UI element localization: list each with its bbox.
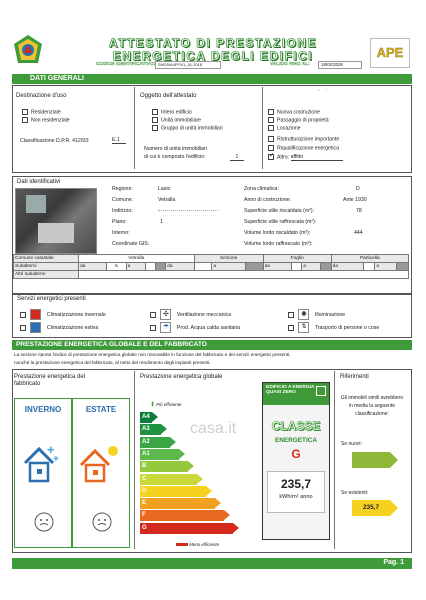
sub-from-4 <box>363 263 375 271</box>
sub-from-1: 5 <box>107 263 126 271</box>
riqualificazione-checkbox[interactable] <box>268 145 274 151</box>
vol-risc-value: 444 <box>354 230 363 236</box>
oggetto-title: Oggetto dell'attestato <box>140 93 197 99</box>
riqualificazione-label: Riqualificazione energetica <box>277 145 339 152</box>
prestazione-title: PRESTAZIONE ENERGETICA GLOBALE E DEL FABBRICATO <box>16 341 207 348</box>
energy-class-a4: A4 <box>140 412 152 423</box>
sezione-label: Sezione <box>194 255 263 263</box>
esistenti-label: Se esistenti: <box>341 490 369 496</box>
sub-da-4: da <box>331 263 363 271</box>
invernale-label: Climatizzazione invernale <box>46 311 106 318</box>
altri-subalterni-label: Altri subalterni <box>14 271 79 279</box>
svg-text:✚: ✚ <box>53 455 59 463</box>
non-residenziale-option[interactable] <box>22 117 70 123</box>
altro-label: Altro: <box>277 154 290 161</box>
intero-edificio-option[interactable] <box>152 109 192 115</box>
sub-sep-2 <box>245 263 263 271</box>
servizio-illuminazione[interactable] <box>288 309 345 320</box>
sub-to-1 <box>145 263 155 271</box>
validity-value: 18/02/2026 <box>318 61 362 69</box>
illuminazione-label: Illuminazione <box>314 311 346 318</box>
interno-label: Interno: <box>112 230 130 236</box>
energy-class-a2: A2 <box>140 437 170 448</box>
numero-unita-label1: Numero di unità immobiliari <box>144 146 207 152</box>
unita-immobiliare-label: Unità immobiliare <box>161 117 202 124</box>
inverno-label: INVERNO <box>24 405 62 414</box>
nuovi-arrow <box>352 452 390 468</box>
sub-da-3: da <box>263 263 291 271</box>
coordinate-label: Coordinate GIS: <box>112 241 150 247</box>
gruppo-unita-option[interactable] <box>152 125 223 131</box>
nuova-costruzione-checkbox[interactable] <box>268 109 274 115</box>
arrow-down-icon <box>176 543 188 546</box>
nuovi-arrow-tip <box>390 452 398 468</box>
winter-house-icon <box>21 441 61 485</box>
altri-subalterni-value <box>79 271 409 279</box>
piano-label: Piano: <box>112 219 127 225</box>
servizi-title: Servizi energetici presenti <box>17 296 86 302</box>
section-dati-generali <box>12 74 412 84</box>
altro-value: affitto <box>291 154 344 161</box>
classe-value: G <box>291 447 301 461</box>
scan-mark: ˚ ´ <box>318 90 327 96</box>
residenziale-label: Residenziale <box>31 109 61 116</box>
altro-option[interactable] <box>268 154 343 160</box>
section-prestazione <box>12 340 412 350</box>
dati-identificativi-title: Dati identificativi <box>17 179 61 185</box>
shower-icon: ☂ <box>160 322 171 333</box>
watermark: casa.it <box>190 420 237 437</box>
energy-class-f: F <box>140 510 224 521</box>
energy-class-g: G <box>140 523 233 534</box>
arrow-up-icon: ⬆ <box>150 402 156 408</box>
fabbricato-title1: Prestazione energetica del <box>14 374 86 380</box>
estate-label: ESTATE <box>85 405 117 414</box>
energy-class-a1: A1 <box>140 449 179 460</box>
page-number: Pag. 1 <box>383 559 404 566</box>
anno-value: Ante 1930 <box>343 197 367 203</box>
subalterni-label: Subalterni <box>14 263 79 271</box>
code-value: SHG5/A4FF0/1_01.2016 <box>155 61 221 69</box>
intero-edificio-checkbox[interactable] <box>152 109 158 115</box>
energetica-label: ENERGETICA <box>275 437 317 444</box>
non-residenziale-label: Non residenziale <box>31 117 70 124</box>
regione-value: Lazio <box>158 186 171 192</box>
classe-panel <box>262 382 330 540</box>
unita-immobiliare-checkbox[interactable] <box>152 117 158 123</box>
sub-da-1: da <box>79 263 107 271</box>
passaggio-proprieta-option[interactable] <box>268 117 329 123</box>
fabbricato-title2: fabbricato <box>14 381 41 387</box>
indice-box <box>267 471 325 513</box>
svg-text:✚: ✚ <box>47 446 55 456</box>
sub-a-4: a <box>375 263 397 271</box>
esistenti-arrow <box>352 500 390 516</box>
riqualificazione-option[interactable] <box>268 145 339 151</box>
document-title-line1: ATTESTATO DI PRESTAZIONE <box>108 36 318 50</box>
piu-efficiente <box>150 401 181 408</box>
sub-from-3 <box>292 263 302 271</box>
globale-title: Prestazione energetica globale <box>140 374 223 380</box>
servizio-trasporto[interactable] <box>288 322 379 333</box>
zona-value: D <box>356 186 360 192</box>
energy-class-e: E <box>140 498 215 509</box>
nuova-costruzione-option[interactable] <box>268 109 320 115</box>
indice-value: 235,7 <box>280 477 312 491</box>
destinazione-title: Destinazione d'uso <box>16 93 67 99</box>
passaggio-proprieta-checkbox[interactable] <box>268 117 274 123</box>
nzeb-checkbox <box>316 386 326 396</box>
numero-unita-label2: di cui è composto l'edificio: <box>144 154 206 160</box>
indirizzo-label: Indirizzo: <box>112 208 133 214</box>
smiley-icon <box>91 511 113 533</box>
prestazione-desc2: nonché la prestazione energetica del fabbricato, al netto del rendimento degli impianti presenti. <box>14 360 211 365</box>
nzeb-box <box>263 383 329 405</box>
locazione-label: Locazione <box>277 125 301 132</box>
indice-unit: kWh/m² anno <box>279 494 313 500</box>
residenziale-option[interactable] <box>22 109 61 115</box>
residenziale-checkbox[interactable] <box>22 109 28 115</box>
ape-logo-text: APE <box>376 45 404 60</box>
smiley-icon <box>33 511 55 533</box>
passaggio-proprieta-label: Passaggio di proprietà <box>277 117 329 124</box>
particella-label: Particella <box>331 255 408 263</box>
estiva-label: Climatizzazione estiva <box>46 324 99 331</box>
classe-label: CLASSE <box>271 419 321 433</box>
nzeb-label: EDIFICIO A ENERGIA QUASI ZERO <box>266 385 315 395</box>
lightbulb-icon: ✺ <box>298 309 309 320</box>
locazione-option[interactable] <box>268 125 301 131</box>
energy-class-c: C <box>140 474 197 485</box>
servizio-estiva[interactable] <box>20 322 98 333</box>
esistenti-arrow-tip <box>390 500 398 516</box>
classificazione-value: E.1 <box>112 137 126 144</box>
ape-logo <box>370 38 410 68</box>
gruppo-unita-checkbox[interactable] <box>152 125 158 131</box>
vol-risc-label: Volume lordo riscaldato (m³): <box>244 230 311 236</box>
riferimenti-title: Riferimenti <box>340 374 369 380</box>
energy-class-b: B <box>140 461 188 472</box>
sub-a-2: a <box>212 263 246 271</box>
catasto-table <box>13 254 409 279</box>
estiva-checkbox[interactable] <box>20 325 26 331</box>
energy-class-d: D <box>140 486 206 497</box>
locazione-checkbox[interactable] <box>268 125 274 131</box>
sup-risc-value: 78 <box>356 208 362 214</box>
regione-label: Regione: <box>112 186 133 192</box>
estate-panel <box>72 398 130 548</box>
sub-a-1: a <box>126 263 145 271</box>
numero-unita-value: 1 <box>230 154 244 161</box>
sub-da-2: da <box>166 263 194 271</box>
sub-from-2 <box>194 263 212 271</box>
esistenti-value: 235,7 <box>363 504 379 511</box>
classificazione-label: Classificazione D.P.R. 412/93: <box>20 138 90 144</box>
servizio-acqua[interactable] <box>150 322 240 333</box>
indirizzo-blur <box>158 210 218 213</box>
energy-class-a3: A3 <box>140 424 161 435</box>
unita-immobiliare-option[interactable] <box>152 117 201 123</box>
document-title-line2: ENERGETICA DEGLI EDIFICI <box>112 49 314 63</box>
anno-label: Anno di costruzione: <box>244 197 292 203</box>
nuovi-label: Se nuovi: <box>341 441 362 447</box>
radiator-icon <box>30 309 41 320</box>
non-residenziale-checkbox[interactable] <box>22 117 28 123</box>
comune-catastale-label: Comune catastale <box>14 255 79 263</box>
nuova-costruzione-label: Nuova costruzione <box>277 109 320 116</box>
meno-efficiente <box>176 542 219 547</box>
illuminazione-checkbox[interactable] <box>288 312 294 318</box>
summer-house-icon <box>77 441 121 485</box>
ventilazione-checkbox[interactable] <box>150 312 156 318</box>
intero-edificio-label: Intero edificio <box>161 109 192 116</box>
sub-sep-4 <box>397 263 409 271</box>
foglio-label: Foglio <box>263 255 331 263</box>
building-photo <box>15 188 97 254</box>
meno-efficiente-label: Meno efficiente <box>189 542 220 547</box>
comune-value: Vetralla <box>158 197 176 203</box>
inverno-panel <box>14 398 72 548</box>
section-title: DATI GENERALI <box>30 75 84 82</box>
ristrutturazione-label: Ristrutturazione importante <box>277 136 340 143</box>
fan-icon: ✣ <box>160 309 171 320</box>
piu-efficiente-label: Più efficiente <box>156 402 182 407</box>
ristrutturazione-checkbox[interactable] <box>268 136 274 142</box>
acqua-label: Prod. Acqua calda sanitaria <box>176 324 241 331</box>
trasporto-checkbox[interactable] <box>288 325 294 331</box>
piano-value: 1 <box>160 219 163 225</box>
code-label: CODICE IDENTIFICATIVO: <box>96 62 156 67</box>
ristrutturazione-option[interactable] <box>268 136 339 142</box>
gruppo-unita-label: Gruppo di unità immobiliari <box>161 125 223 132</box>
validity-label: VALIDO FINO AL: <box>270 62 310 67</box>
servizio-ventilazione[interactable] <box>150 309 231 320</box>
air-conditioner-icon <box>30 322 41 333</box>
riferimenti-text: Gli immobili simili avrebbero in media la seguente classificazione: <box>340 395 404 417</box>
footer-bar <box>12 558 412 569</box>
vol-raff-label: Volume lordo raffrescato (m³): <box>244 241 313 247</box>
sub-sep-3 <box>321 263 331 271</box>
sup-risc-label: Superficie utile riscaldata (m²): <box>244 208 315 214</box>
zona-label: Zona climatica: <box>244 186 279 192</box>
sup-raff-label: Superficie utile raffrescata (m²): <box>244 219 317 225</box>
comune-catastale-value: Vetralla <box>79 255 195 263</box>
elevator-icon: ⇅ <box>298 322 309 333</box>
acqua-checkbox[interactable] <box>150 325 156 331</box>
trasporto-label: Trasporto di persone o cose <box>314 324 380 331</box>
invernale-checkbox[interactable] <box>20 312 26 318</box>
servizio-invernale[interactable] <box>20 309 106 320</box>
sub-a-3: a <box>302 263 321 271</box>
comune-label: Comune: <box>112 197 134 203</box>
altro-checkbox[interactable]: ✓ <box>269 153 275 159</box>
prestazione-desc1: La sezione riporta l'indice di prestazione energetica globale non rinnovabile in funzione del fabbricato e dei servizi energetici presenti, <box>14 352 291 357</box>
ventilazione-label: Ventilazione meccanica <box>176 311 232 318</box>
sub-sep-1 <box>156 263 166 271</box>
